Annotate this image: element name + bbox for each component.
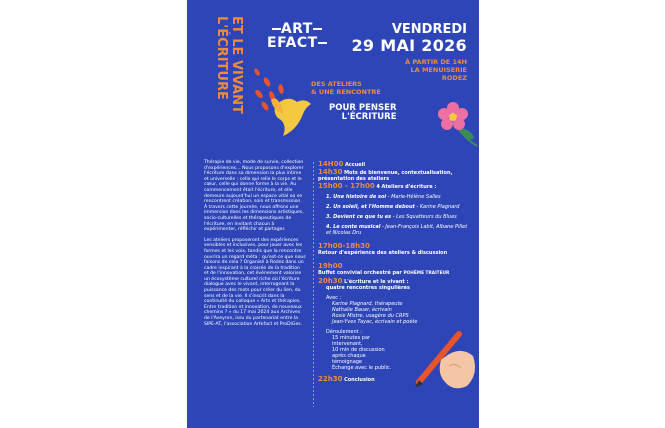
guests-label: Avec : — [326, 295, 342, 301]
logo-line-1: ART — [280, 21, 313, 37]
guest-item: Karine Plagnard, thérapeute — [332, 301, 403, 307]
flow-item: 10 min de discussion après chaque témoignage — [332, 347, 385, 365]
flow-item: Échange avec le public. — [332, 365, 392, 371]
event-time-from: À PARTIR DE 14H — [405, 58, 467, 66]
workshop-item: 4. Le conte musical - Jean-François Labit, Albane Pillet et Nicolas Dru — [326, 224, 468, 236]
workshop-item: 2. Un soleil, et l'Homme debout - Karine Plagnard — [326, 204, 460, 210]
program-item-opening — [318, 168, 470, 182]
program-item-feedback — [318, 242, 470, 256]
program-time: 19h00 — [318, 262, 343, 270]
vertical-title-line-2: ET LE VIVANT — [229, 16, 244, 114]
event-city: RODEZ — [441, 74, 467, 82]
tagline-line-4: L'ÉCRITURE — [341, 112, 397, 122]
program-caterer: POHÈME TRAITEUR — [403, 271, 450, 276]
tagline-line-2: & UNE RENCONTRE — [311, 88, 381, 96]
program-item-buffet — [318, 262, 470, 277]
tagline-line-3: POUR PENSER — [329, 103, 397, 113]
program-time: 20h30 — [318, 277, 343, 285]
program-title: 4 Ateliers d'écriture : — [376, 184, 437, 190]
program-subtitle: quatre rencontres singulières — [326, 285, 410, 291]
program-title: Retour d'expérience des ateliers & discussion — [318, 250, 448, 256]
tagline-purpose — [329, 104, 397, 122]
program-time: 14h30 — [318, 168, 343, 176]
vertical-title — [197, 8, 247, 138]
tagline-line-1: DES ATELIERS — [311, 80, 362, 88]
program-title: Buffet convivial orchestré par — [318, 270, 402, 276]
program-time: 22h30 — [318, 375, 343, 383]
event-day: VENDREDI — [391, 22, 467, 37]
flow-item: 15 minutes par intervenant, — [332, 335, 371, 347]
event-venue — [405, 58, 467, 82]
guest-item: Nathalie Bauer, écrivain — [332, 307, 392, 313]
event-date: 29 MAI 2026 — [351, 36, 467, 55]
program-title: L'écriture et le vivant : — [344, 279, 409, 285]
program-time: 14H00 — [318, 160, 344, 168]
bird-illustration — [247, 64, 319, 144]
guest-item: Jean-Yves Tayac, écrivain et poète — [332, 319, 418, 325]
program-time: 17h00-18h30 — [318, 242, 370, 250]
intro-text — [204, 160, 306, 332]
vertical-title-line-1: L'ÉCRITURE — [214, 16, 229, 100]
event-venue-name: LA MENUISERIE — [410, 66, 467, 74]
program-title: Accueil — [344, 162, 366, 168]
workshop-item: 1. Une histoire de soi - Marie-Hélène Salles — [326, 194, 441, 200]
guest-item: Rosie Mistre, usagère du CRPS — [332, 313, 409, 319]
timeline-divider — [313, 162, 314, 407]
program-title: Conclusion — [344, 377, 375, 383]
program-item-welcome — [318, 160, 470, 168]
hand-pencil-illustration — [409, 322, 479, 392]
logo-line-2: EFACT — [267, 35, 318, 51]
workshop-item: 3. Devient ce que tu es - Les Squatteurs du Blues — [326, 214, 457, 220]
intro-paragraph-2: Les ateliers proposeront des expériences sensibles et inclusives, pour jouer avec les formes et les voix, tandis que la rencontre ouvrira un regard méta : qu'est-ce que nous faisons de cela ? Organisé à Rodez dans un cadre inspirant à la croisée de la tradition et de l'innovation, cet événement valorise un écosystème culturel riche où l'écriture dialogue avec le vivant, interrogeant la puissance des mots pour créer du lien, du sens et de la vie. Il s'inscrit dans la continuité du colloque « Arts et thérapies. Entre tradition et innovation, de nouveaux chemins ? » du 17 mai 2024 aux Archives de l'Aveyron, issu du partenariat entre la SIPE-AT, l'association Artefact et ProDiGes. — [204, 237, 306, 327]
program-time: 15h00 - 17h00 — [318, 182, 375, 190]
event-poster — [187, 0, 479, 428]
tagline-workshops — [311, 80, 381, 96]
program-title: Mots de bienvenue, contextualisation, présentation des ateliers — [318, 170, 453, 182]
flower-illustration — [431, 96, 479, 152]
flow-label: Déroulement : — [326, 329, 362, 335]
program-item-workshops — [318, 182, 470, 236]
artefact-logo — [267, 22, 327, 50]
intro-paragraph-1: Thérapie de vie, mode de survie, collection d'expériences… Nous proposons d'explorer l'écriture dans sa dimension la plus intime et universelle : celle qui relie le corps et le cœur, celle qui donne forme à la vie. Au commencement était l'écriture, et elle demeure aujourd'hui un espace vital où se rencontrent création, soin et transmission. À travers cette journée, nous offrons une immersion dans les dimensions artistiques, socio-culturelles et thérapeutiques de l'écriture, en invitant chacun à expérimenter, réfléchir et partager. — [204, 160, 304, 233]
